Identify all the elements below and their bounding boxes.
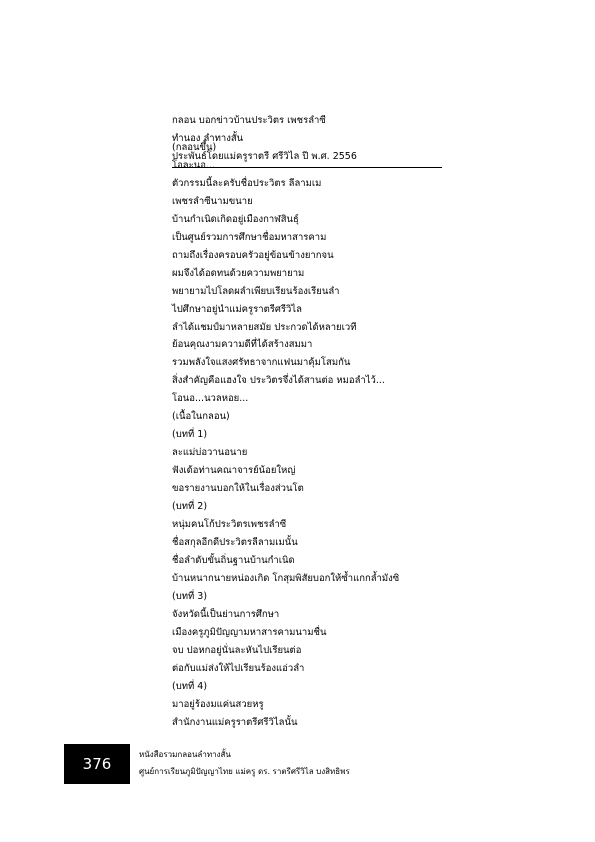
poem-line: ไปศึกษาอยู่นำแม่ครูราตรีศรีวิไล — [172, 303, 302, 315]
page-number-box — [64, 744, 130, 784]
poem-line: ถามถึงเรื่องครอบครัวอยู่ข้อนข้างยากจน — [172, 249, 334, 261]
poem-melody: ทำนอง ลำทางสั้น — [172, 133, 244, 144]
poem-line: ย้อนคุณงามความดีที่ได้สร้างสมมา — [172, 339, 313, 351]
poem-line: สิ่งสำคัญคือแฮงใจ ประวิตรจึ่งได้สานต่อ หมอลำไว้... — [172, 375, 385, 387]
poem-line: ฟังเด้อท่านคณาจารย์น้อยใหญ่ — [172, 465, 296, 477]
poem-line: เพชรลำซีนามขนาย — [172, 195, 253, 207]
poem-line: (บทที่ 2) — [172, 501, 208, 513]
poem-author: ประพันธ์โดยแม่ครูราตรี ศรีวิไล ปี พ.ศ. 2556 — [172, 151, 357, 162]
poem-line: ขอรายงานบอกให้ในเรื่องส่วนโต — [172, 483, 304, 495]
poem-line: ละแม่บ่อวานอนาย — [172, 447, 248, 459]
poem-line: (กลอนขึ้น) — [172, 142, 217, 153]
poem-line: ต่อกับแม่ส่งให้ไปเรียนร้องแอ่วลำ — [172, 662, 305, 674]
poem-line: บ้านกำเนิดเกิดอยู่เมืองกาฬสินธุ์ — [172, 213, 299, 225]
poem-line: เมืองครูภูมิปัญญามหาสารคามนามชื่น — [172, 626, 327, 638]
poem-line: จบ ปอหกอยู่นั่นละหันไปเรียนต่อ — [172, 644, 302, 656]
footer-book-title: หนังสือรวมกลอนลำทางสั้น — [139, 750, 231, 759]
poem-line: เป็นศูนย์รวมการศึกษาชื่อมหาสารคาม — [172, 231, 327, 243]
poem-line: โอละนอ... — [172, 159, 215, 171]
poem-line: (บทที่ 4) — [172, 680, 208, 692]
poem-line: พยายามไปโลดผลำเพียบเรียนร้องเรียนลำ — [172, 285, 340, 297]
poem-line: ชื่อลำดับขั้นถิ่นฐานบ้านกำเนิด — [172, 554, 295, 566]
page-number: 376 — [82, 755, 112, 773]
poem-line: สำนักงานแม่ครูราตรีศรีวิไลนั้น — [172, 716, 298, 728]
poem-line: (บทที่ 1) — [172, 429, 208, 441]
poem-line: (เนื้อในกลอน) — [172, 411, 230, 423]
poem-body — [172, 139, 472, 731]
poem-line: (บทที่ 3) — [172, 590, 208, 602]
poem-line: ตัวกรรมนี้ละครับชื่อประวิตร ลีลามเม — [172, 177, 322, 189]
poem-line: ผมจึงได้อดทนด้วยความพยายาม — [172, 267, 305, 279]
poem-line: รวมพลังใจแสงศรัทธาจากแฟนมาคุ้มโสมกัน — [172, 357, 351, 369]
poem-line: หนุ่มคนโก้ประวิตรเพชรลำซี — [172, 519, 287, 531]
poem-line: จังหวัดนี้เป็นย่านการศึกษา — [172, 608, 280, 620]
poem-line: บ้านหนากนายหน่องเกิด โกสุมพิสัยบอกให้ซ้ำแกกล้ำมังซิ — [172, 572, 400, 584]
poem-line: มาอยู่ร้องมแค่นสวยหรู — [172, 698, 264, 710]
poem-line: ชื่อสกุลอีกดีประวิตรลีลามเมนั้น — [172, 536, 298, 548]
poem-title: กลอน บอกข่าวบ้านประวิตร เพชรลำซี — [172, 115, 326, 126]
poem-line: โอนอ...นวลหอย... — [172, 393, 249, 405]
page-footer — [139, 746, 350, 780]
footer-publisher: ศูนย์การเรียนภูมิปัญญาไทย แม่ครู ดร. ราตรีศรีวิไล บงสิทธิพร — [139, 767, 350, 776]
poem-line: ลำได้แชมป์มาหลายสมัย ประกวดได้หลายเวที — [172, 321, 357, 333]
